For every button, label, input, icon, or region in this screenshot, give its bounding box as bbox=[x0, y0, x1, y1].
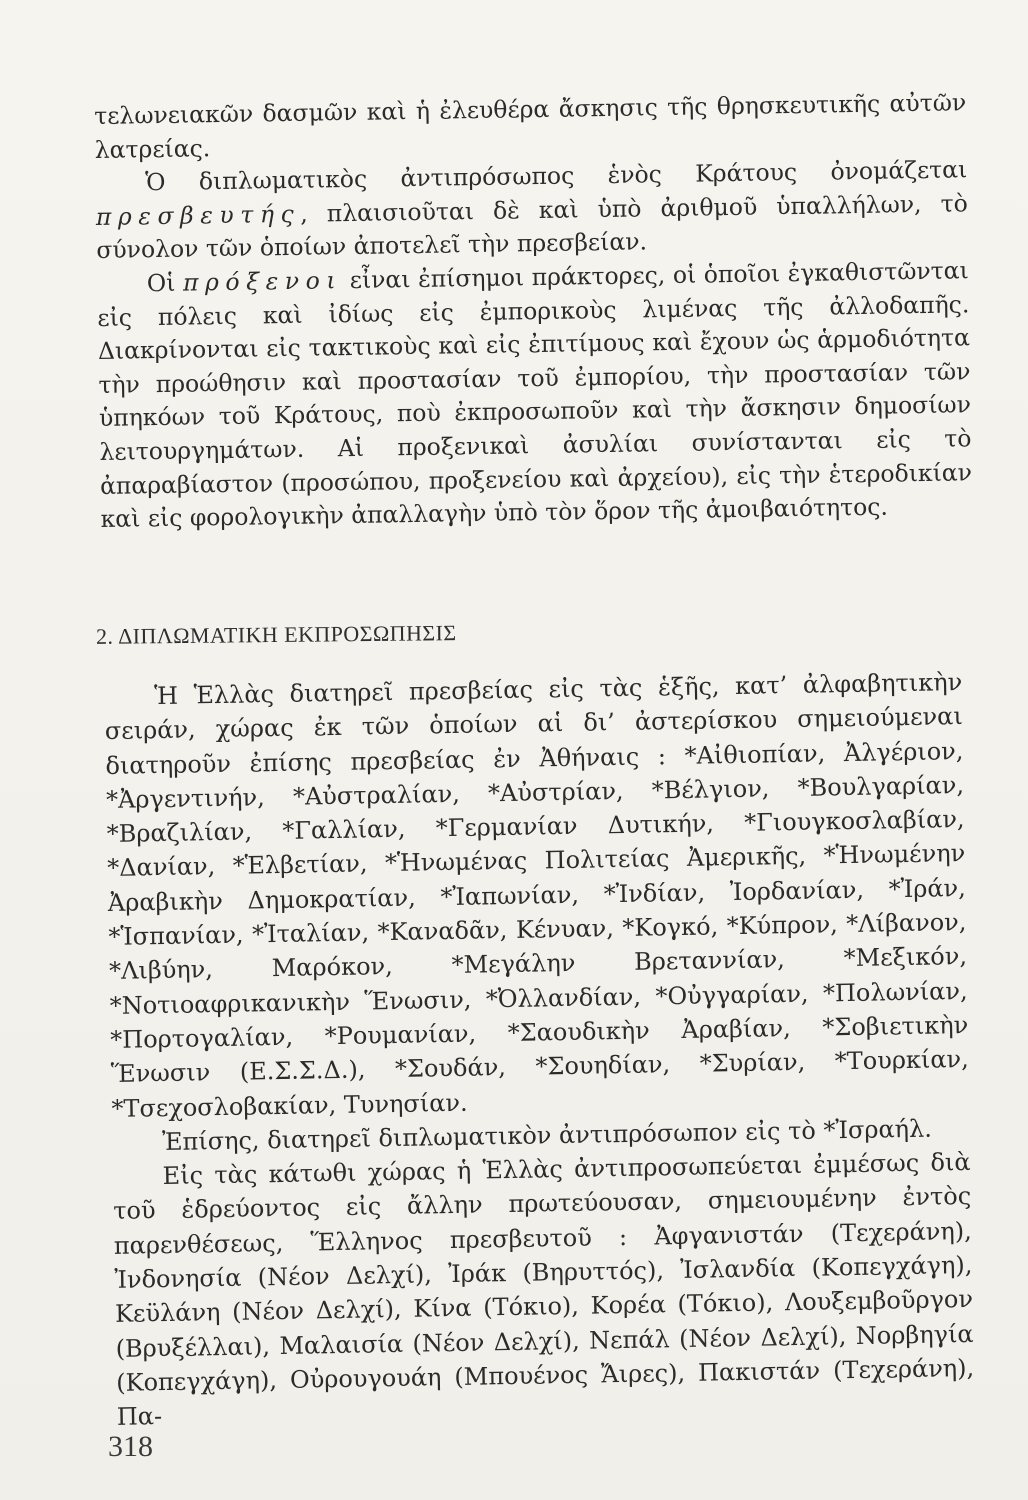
paragraph-ambassador bbox=[95, 153, 968, 267]
paragraph-text: εἶναι ἐπίσημοι πράκτορες, οἱ ὁποῖοι ἐγκαθιστῶνται εἰς πόλεις καὶ ἰδίως εἰς ἐμπορικοὺς λιμένας τῆς ἀλλοδαπῆς. Διακρίνονται εἰς τακτικοὺς καὶ εἰς ἐπιτίμους καὶ ἔχουν ὡς ἁρμοδιότητα τὴν προώθησιν καὶ προστασίαν τοῦ ἐμπορίου, τὴν προστασίαν τῶν ὑπηκόων τοῦ Κράτους, ποὺ ἐκπροσωποῦν καὶ τὴν ἄσκησιν δημοσίων λειτουργημάτων. Αἱ προξενικαὶ ἀσυλίαι συνίστανται εἰς τὸ ἀπαραβίαστον (προσώπου, προξενείου καὶ ἀρχείου), εἰς τὴν ἑτεροδικίαν καὶ εἰς φορολογικὴν ἀπαλλαγὴν ὑπὸ τὸν ὅρον τῆς ἀμοιβαιότητος. bbox=[97, 256, 973, 534]
paragraph-indirect-representation: Εἰς τὰς κάτωθι χώρας ἡ Ἑλλὰς ἀντιπροσωπεύεται ἐμμέσως διὰ τοῦ ἑδρεύοντος εἰς ἄλλην πρωτεύουσαν, σημειουμένην ἐντὸς παρενθέσεως, Ἕλληνος πρεσβευτοῦ : Ἀφγανιστάν (Τεχεράνη), Ἰνδονησία (Νέον Δελχί), Ἰράκ (Βηρυττός), Ἰσλανδία (Κοπεγχάγη), Κεϋλάνη (Νέον Δελχί), Κίνα (Τόκιο), Κορέα (Τόκιο), Λουξεμβοῦργον (Βρυξέλλαι), Μαλαισία (Νέον Δελχί), Νεπάλ (Νέον Δελχί), Νορβηγία (Κοπεγχάγη), Οὐρουγουάη (Μπουένος Ἄιρες), Πακιστάν (Τεχεράνη), Πα- bbox=[113, 1148, 975, 1432]
paragraph-text: , πλαισιοῦται δὲ καὶ ὑπὸ ἀριθμοῦ ὑπαλλήλων, τὸ σύνολον τῶν ὁποίων ἀποτελεῖ τὴν πρεσβείαν. bbox=[96, 189, 968, 265]
paragraph-text: Ὁ διπλωματικὸς ἀντιπρόσωπος ἑνὸς Κράτους ὀνομάζεται bbox=[145, 155, 968, 197]
paragraph-consuls bbox=[97, 254, 973, 536]
term-consuls: πρόξενοι bbox=[182, 266, 343, 297]
paragraph-israel: Ἐπίσης, διατηρεῖ διπλωματικὸν ἀντιπρόσωπον εἰς τὸ *Ἰσραήλ. bbox=[161, 1114, 933, 1156]
page-number: 318 bbox=[108, 1430, 153, 1463]
paragraph-text: τελωνειακῶν δασμῶν καὶ ἡ ἐλευθέρα ἄσκησις τῆς θρησκευτικῆς αὐτῶν λατρείας. bbox=[94, 88, 967, 164]
paragraph-text: Οἱ bbox=[146, 268, 176, 298]
text-section-2 bbox=[104, 665, 975, 1434]
term-ambassador: πρεσβευτής bbox=[95, 199, 301, 231]
paragraph-embassies: Ἡ Ἑλλὰς διατηρεῖ πρεσβείας εἰς τὰς ἑξῆς, κατ’ ἀλφαβητικὴν σειράν, χώρας ἐκ τῶν ὁποίων αἱ δι’ ἀστερίσκου σημειούμεναι διατηροῦν ἐπίσης πρεσβείας ἐν Ἀθήναις : *Αἰθιοπίαν, Ἀλγέριον, *Ἀργεντινήν, *Αὐστραλίαν, *Αὐστρίαν, *Βέλγιον, *Βουλγαρίαν, *Βραζιλίαν, *Γαλλίαν, *Γερμανίαν Δυτικήν, *Γιουγκοσλαβίαν, *Δανίαν, *Ἑλβετίαν, *Ἡνωμένας Πολιτείας Ἀμερικῆς, *Ἡνωμένην Ἀραβικὴν Δημοκρατίαν, *Ἰαπωνίαν, *Ἰνδίαν, Ἰορδανίαν, *Ἰράν, *Ἱσπανίαν, *Ἰταλίαν, *Καναδᾶν, Κένυαν, *Κογκό, *Κύπρον, *Λίβανον, *Λιβύην, Μαρόκον, *Μεγάλην Βρεταννίαν, *Μεξικόν, *Νοτιοαφρικανικὴν Ἕνωσιν, *Ὀλλανδίαν, *Οὐγγαρίαν, *Πολωνίαν, *Πορτογαλίαν, *Ρουμανίαν, *Σαουδικὴν Ἀραβίαν, *Σοβιετικὴν Ἕνωσιν (Ε.Σ.Σ.Δ.), *Σουδάν, *Σουηδίαν, *Συρίαν, *Τουρκίαν, *Τσεχοσλοβακίαν, Τυνησίαν. bbox=[104, 668, 969, 1123]
text-section-1 bbox=[94, 86, 973, 536]
section-heading: 2. ΔΙΠΛΩΜΑΤΙΚΗ ΕΚΠΡΟΣΩΠΗΣΙΣ bbox=[95, 620, 457, 649]
